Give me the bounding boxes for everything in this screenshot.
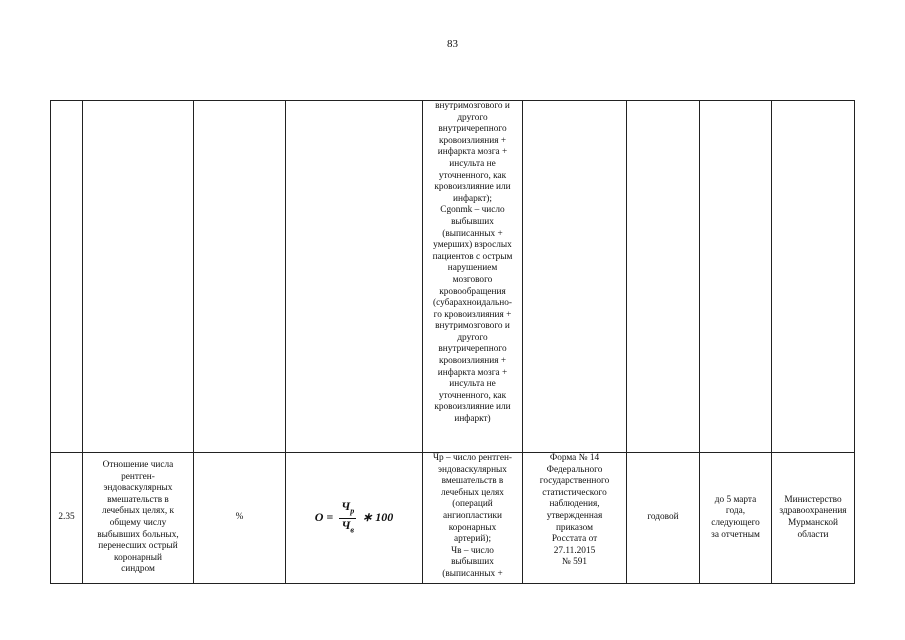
cell-unit [194, 101, 286, 453]
responsible-body: Министерство здравоохранения Мурманской области [772, 453, 855, 584]
row-2-35 [51, 453, 855, 584]
cell-formula [286, 101, 423, 453]
row-number: 2.35 [51, 453, 83, 584]
formula-cell [286, 453, 423, 584]
multiply-sign: ∗ [359, 510, 376, 525]
cell-deadline [700, 101, 772, 453]
formula-numerator: $Ч_р$ [339, 500, 356, 518]
formula-multiplier: 100 [375, 510, 394, 525]
formula [315, 500, 394, 536]
cell-responsible [772, 101, 855, 453]
cell-source [523, 101, 627, 453]
cell-indicator [83, 101, 194, 453]
data-source: Форма № 14 Федерального государственного статистического наблюдения, утвержденная приказом Росстата от 27.11.2015 № 591 [523, 453, 627, 584]
deadline: до 5 марта года, следующего за отчетным [700, 453, 772, 584]
cell-description: внутримозгового и другого внутричерепного кровоизлияния + инфаркта мозга + инсульта не уточненного, как кровоизлияние или инфаркт); Cgonmk – число выбывших (выписанных + умерших) взрослых пациентов с острым нарушением мозгового кровообращения (субарахноидально- го кровоизлияния + внутримозгового и другого внутричерепного кровоизлияния + инфаркта мозга + инсульта не уточненного, как кровоизлияние или инфаркт) [423, 101, 523, 453]
indicators-table [50, 100, 855, 584]
equals-sign: = [323, 510, 337, 525]
formula-lhs: O [314, 510, 324, 525]
cell-number [51, 101, 83, 453]
unit: % [194, 453, 286, 584]
formula-fraction [339, 500, 356, 536]
indicator-name: Отношение числа рентген- эндоваскулярных вмешательств в лечебных целях, к общему числу выбывших больных, перенесших острый коронарный синдром [83, 453, 194, 584]
periodicity: годовой [627, 453, 700, 584]
page-number: 83 [447, 38, 458, 50]
cell-periodicity [627, 101, 700, 453]
formula-description: Чр – число рентген- эндоваскулярных вмешательств в лечебных целях (операций ангиопластики коронарных артерий); Чв – число выбывших (выписанных + [423, 453, 523, 584]
continuation-row [51, 101, 855, 453]
formula-denominator: $Ч_в$ [341, 517, 354, 534]
